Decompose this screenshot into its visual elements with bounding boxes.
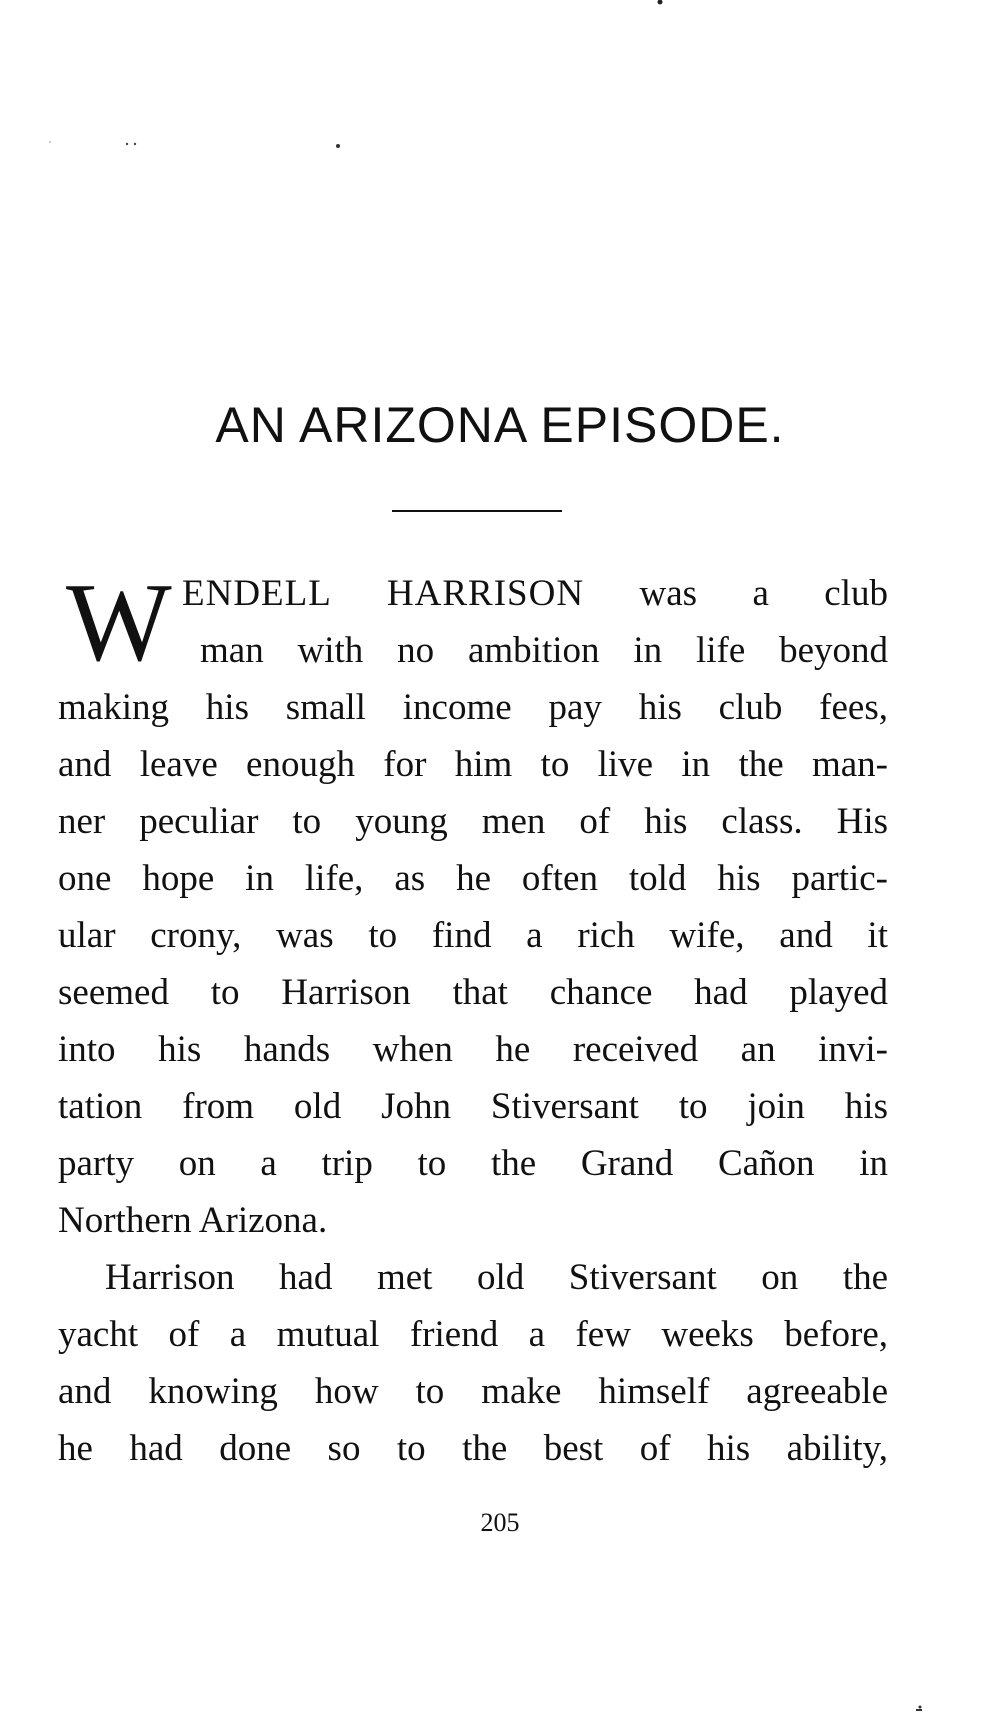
drop-cap: W	[66, 561, 172, 685]
text-line: ner peculiar to young men of his class. His	[58, 801, 888, 842]
text-line: into his hands when he received an invi-	[58, 1029, 888, 1070]
title-rule	[392, 510, 562, 512]
text-line: man with no ambition in life beyond	[200, 630, 888, 671]
text-line: yacht of a mutual friend a few weeks before,	[58, 1314, 888, 1355]
text-line	[182, 565, 888, 622]
text-line: tation from old John Stiversant to join his	[58, 1086, 888, 1127]
text-line: Northern Arizona.	[58, 1200, 328, 1241]
text-line: Harrison had met old Stiversant on the	[105, 1257, 888, 1298]
text-line: party on a trip to the Grand Cañon in	[58, 1143, 888, 1184]
text-line: ular crony, was to find a rich wife, and it	[58, 915, 888, 956]
text-line: making his small income pay his club fees,	[58, 687, 888, 728]
paragraph-1	[58, 561, 889, 1241]
line-rest: was a club	[639, 573, 889, 614]
opening-caps: ENDELL HARRISON	[182, 573, 585, 614]
chapter-title: AN ARIZONA EPISODE.	[215, 397, 785, 453]
text-line: seemed to Harrison that chance had played	[58, 972, 888, 1013]
text-line: and leave enough for him to live in the man-	[58, 744, 888, 785]
body-text	[58, 561, 889, 1469]
text-line: one hope in life, as he often told his partic-	[58, 858, 888, 899]
page-number: 205	[480, 1508, 520, 1537]
text-line: he had done so to the best of his ability,	[58, 1428, 888, 1469]
text-line: and knowing how to make himself agreeable	[58, 1371, 888, 1412]
